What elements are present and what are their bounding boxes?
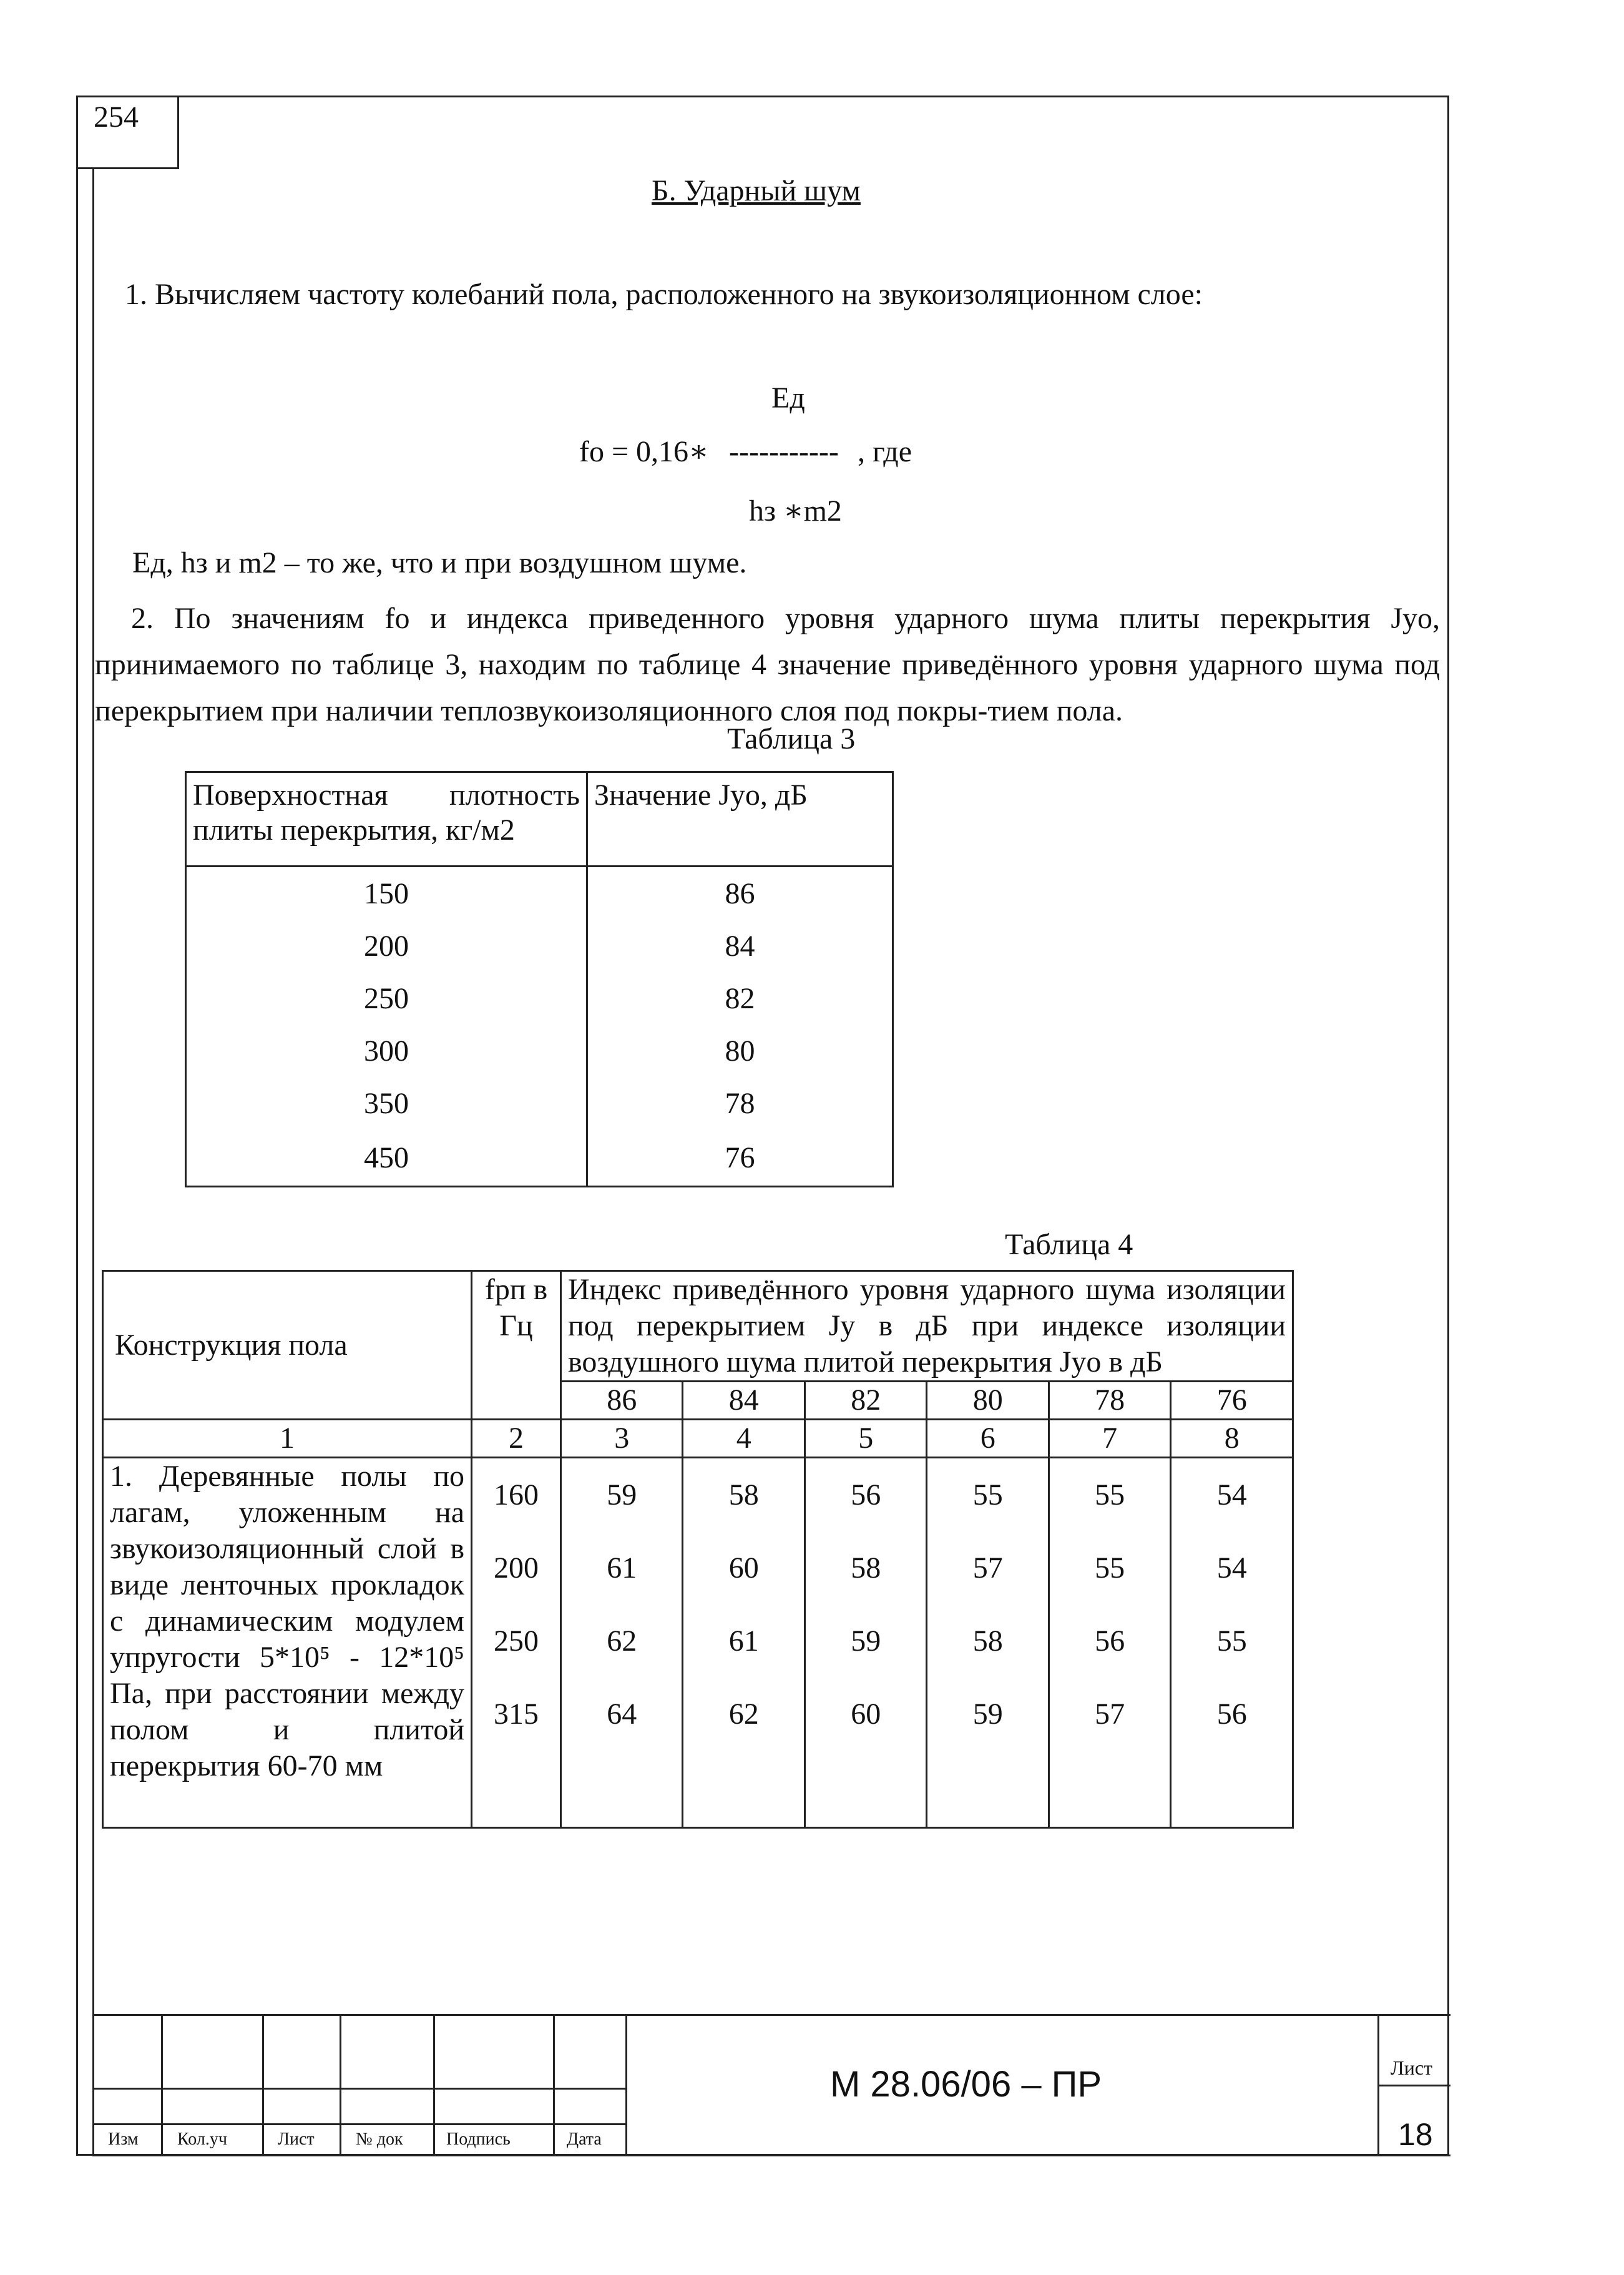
table-cell: 3 — [561, 1420, 683, 1458]
table-cell: 55 — [1095, 1478, 1125, 1511]
table-cell: 160 — [494, 1478, 539, 1511]
table-cell: 200 — [186, 920, 587, 972]
divider — [92, 2088, 625, 2090]
formula-numerator: Ед — [771, 381, 805, 415]
stamp-label-list: Лист — [278, 2130, 315, 2149]
table-cell: 54 — [1216, 1478, 1247, 1511]
table-cell: 1 — [103, 1420, 472, 1458]
table4-header-construction: Конструкция пола — [103, 1271, 472, 1420]
table-cell: 315 — [494, 1698, 539, 1731]
divider — [262, 2014, 264, 2156]
table-cell: 56 — [1095, 1624, 1125, 1658]
table-cell: 5 — [805, 1420, 926, 1458]
table-cell: 58 — [728, 1478, 759, 1511]
table-cell: 59 — [607, 1478, 637, 1511]
table-cell: 64 — [607, 1698, 637, 1731]
table4-construction-description: 1. Деревянные полы по лагам, уложенным на звукоизоляционный слой в виде ленточных прокладок с динамическим модулем упругости 5*10⁵ - 12*10⁵ Па, при расстоянии между полом и плитой перекрытия 60-70 мм — [103, 1458, 472, 1828]
table-cell: 8 — [1171, 1420, 1293, 1458]
table-cell: 200 — [494, 1551, 539, 1585]
title-block — [92, 2014, 1450, 2156]
divider — [553, 2014, 555, 2156]
table-cell: 62 — [728, 1698, 759, 1731]
table3 — [185, 771, 894, 1187]
table-cell: 62 — [607, 1624, 637, 1658]
sheet-number: 18 — [1398, 2117, 1433, 2152]
table4 — [102, 1270, 1294, 1829]
section-title: Б. Ударный шум — [652, 174, 861, 207]
table4-data-column — [927, 1458, 1049, 1828]
table3-header-value: Значение Jyo, дБ — [587, 772, 893, 867]
stamp-label-signature: Подпись — [446, 2130, 511, 2149]
table-cell: 61 — [728, 1624, 759, 1658]
formula-denominator: hз ∗m2 — [749, 494, 842, 528]
divider — [1377, 2085, 1450, 2086]
table-cell: 82 — [587, 972, 893, 1024]
table-cell: 55 — [1095, 1551, 1125, 1585]
divider — [92, 2155, 1450, 2156]
table-cell: 250 — [494, 1624, 539, 1658]
stamp-label-doc: № док — [356, 2130, 403, 2149]
step2-text: 2. По значениям fo и индекса приведенного уровня ударного шума плиты перекрытия Jyo, принимаемого по таблице 3, находим по таблице 4 значение приведённого уровня ударного шума под перекрытием при наличии теплозвукоизоляционного слоя под покры-тием пола. — [95, 602, 1440, 727]
table-cell: 56 — [851, 1478, 881, 1511]
table-cell: 57 — [972, 1551, 1003, 1585]
divider — [161, 2014, 163, 2156]
sheet-label: Лист — [1391, 2056, 1433, 2079]
step2-paragraph — [95, 596, 1440, 734]
table-cell: 250 — [186, 972, 587, 1024]
table4-data-column — [561, 1458, 683, 1828]
stamp-label-izm: Изм — [108, 2130, 139, 2149]
formula-fraction-bar: ----------- — [729, 435, 839, 468]
table-cell: 2 — [472, 1420, 561, 1458]
stamp-label-date: Дата — [567, 2130, 602, 2149]
table-cell: 55 — [972, 1478, 1003, 1511]
table-cell: 80 — [927, 1382, 1049, 1420]
table4-caption: Таблица 4 — [1005, 1228, 1133, 1261]
divider — [340, 2014, 341, 2156]
formula-note: Ед, hз и m2 – то же, что и при воздушном шуме. — [132, 546, 747, 579]
step1-text: 1. Вычисляем частоту колебаний пола, расположенного на звукоизоляционном слое: — [125, 278, 1203, 311]
table3-caption: Таблица 3 — [727, 722, 856, 755]
table-cell: 61 — [607, 1551, 637, 1585]
table4-header-frequency: fрп в Гц — [472, 1271, 561, 1420]
table-cell: 300 — [186, 1024, 587, 1077]
table3-header-density: Поверхностная плотность плиты перекрытия, кг/м2 — [186, 772, 587, 867]
table4-header-index: Индекс приведённого уровня ударного шума изоляции под перекрытием Jy в дБ при индексе изоляции воздушного шума плитой перекрытия Jyo в дБ — [561, 1271, 1293, 1382]
table-cell: 84 — [587, 920, 893, 972]
table-cell: 55 — [1216, 1624, 1247, 1658]
table4-data-column — [1171, 1458, 1293, 1828]
divider — [625, 2014, 627, 2156]
table-cell: 4 — [683, 1420, 805, 1458]
divider — [92, 2014, 1450, 2016]
page-number: 254 — [94, 101, 139, 134]
table-cell: 450 — [186, 1129, 587, 1187]
table-cell: 54 — [1216, 1551, 1247, 1585]
table-cell: 76 — [587, 1129, 893, 1187]
table-cell: 86 — [587, 867, 893, 920]
table4-data-column — [805, 1458, 926, 1828]
stamp-label-kolvo: Кол.уч — [177, 2130, 227, 2149]
formula-tail: , где — [858, 435, 912, 468]
table-cell: 59 — [851, 1624, 881, 1658]
table4-data-column — [1049, 1458, 1170, 1828]
table-cell: 86 — [561, 1382, 683, 1420]
table-cell: 78 — [1049, 1382, 1170, 1420]
table-cell: 58 — [972, 1624, 1003, 1658]
table4-frequency-column — [472, 1458, 561, 1828]
table-cell: 56 — [1216, 1698, 1247, 1731]
table-cell: 60 — [851, 1698, 881, 1731]
table-cell: 6 — [927, 1420, 1049, 1458]
table-cell: 57 — [1095, 1698, 1125, 1731]
table-cell: 350 — [186, 1077, 587, 1129]
divider — [1377, 2014, 1379, 2156]
table-cell: 84 — [683, 1382, 805, 1420]
table-cell: 59 — [972, 1698, 1003, 1731]
table-cell: 80 — [587, 1024, 893, 1077]
document-number: М 28.06/06 – ПР — [830, 2064, 1102, 2105]
divider — [433, 2014, 435, 2156]
table-cell: 150 — [186, 867, 587, 920]
table-cell: 60 — [728, 1551, 759, 1585]
divider — [92, 2123, 625, 2125]
table-cell: 58 — [851, 1551, 881, 1585]
table-cell: 82 — [805, 1382, 926, 1420]
table-cell: 78 — [587, 1077, 893, 1129]
table-cell: 7 — [1049, 1420, 1170, 1458]
table4-data-column — [683, 1458, 805, 1828]
table-cell: 76 — [1171, 1382, 1293, 1420]
formula-lhs: fo = 0,16∗ — [579, 435, 709, 468]
